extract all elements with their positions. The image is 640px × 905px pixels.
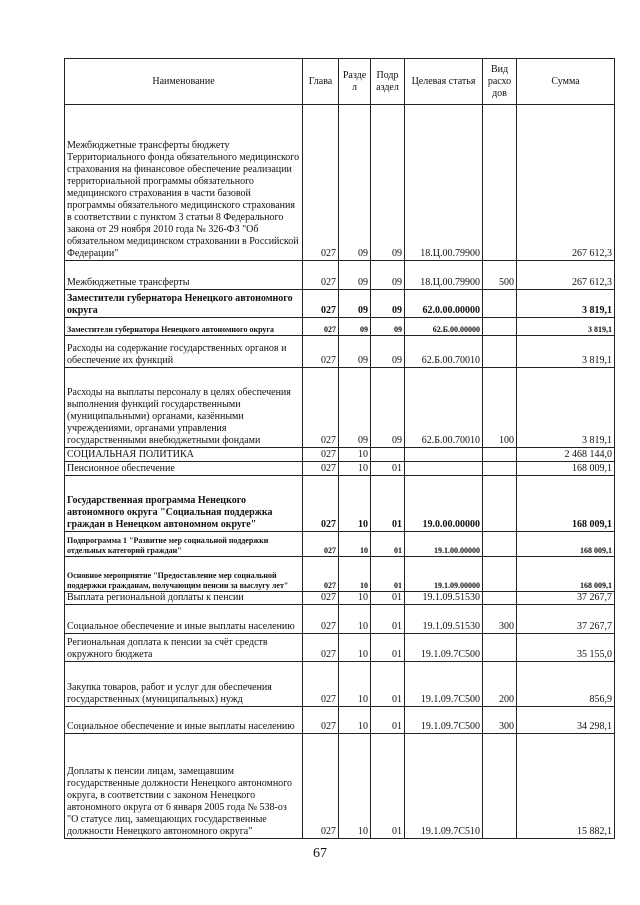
- row-sum: 35 155,0: [517, 634, 615, 662]
- row-chapter: 027: [303, 105, 339, 261]
- row-expense-type: [483, 336, 517, 368]
- row-subsection: [371, 448, 405, 462]
- row-name: Подпрограмма 1 "Развитие мер социальной поддержки отдельных категорий граждан": [65, 532, 303, 557]
- table-row: [65, 105, 615, 261]
- row-chapter: 027: [303, 290, 339, 318]
- row-section: 10: [339, 605, 371, 634]
- table-row: [65, 592, 615, 605]
- row-name: Доплаты к пенсии лицам, замещавшим государственные должности Ненецкого автономного округа, в соответствии с законом Ненецкого автономного округа от 6 января 2005 года № 538-оз "О статусе лиц, замещающих государственные должности Ненецкого автономного округа": [65, 734, 303, 839]
- row-name: Государственная программа Ненецкого автономного округа "Социальная поддержка граждан в Ненецком автономном округе": [65, 476, 303, 532]
- row-name: СОЦИАЛЬНАЯ ПОЛИТИКА: [65, 448, 303, 462]
- header-section: Разде л: [339, 59, 371, 105]
- row-expense-type: [483, 105, 517, 261]
- row-chapter: 027: [303, 634, 339, 662]
- table-row: [65, 261, 615, 290]
- row-subsection: 09: [371, 290, 405, 318]
- table-row: [65, 532, 615, 557]
- row-subsection: 09: [371, 261, 405, 290]
- table-row: [65, 476, 615, 532]
- row-expense-type: [483, 734, 517, 839]
- row-subsection: 01: [371, 592, 405, 605]
- row-target: 19.1.09.51530: [405, 592, 483, 605]
- row-name: Расходы на содержание государственных органов и обеспечение их функций: [65, 336, 303, 368]
- row-target: 19.1.09.7С500: [405, 707, 483, 734]
- header-chapter: Глава: [303, 59, 339, 105]
- row-name: Межбюджетные трансферты: [65, 261, 303, 290]
- budget-table: [64, 58, 615, 839]
- row-section: 09: [339, 261, 371, 290]
- row-sum: 168 009,1: [517, 557, 615, 592]
- row-sum: 3 819,1: [517, 368, 615, 448]
- row-subsection: 01: [371, 662, 405, 707]
- row-chapter: 027: [303, 734, 339, 839]
- row-expense-type: 300: [483, 605, 517, 634]
- row-section: 10: [339, 462, 371, 476]
- row-chapter: 027: [303, 476, 339, 532]
- row-name: Социальное обеспечение и иные выплаты населению: [65, 707, 303, 734]
- row-name: Региональная доплата к пенсии за счёт средств окружного бюджета: [65, 634, 303, 662]
- row-chapter: 027: [303, 368, 339, 448]
- row-target: 19.1.09.7С500: [405, 634, 483, 662]
- row-section: 10: [339, 557, 371, 592]
- row-sum: 2 468 144,0: [517, 448, 615, 462]
- row-name: Расходы на выплаты персоналу в целях обеспечения выполнения функций государственными (муниципальными) органами, казёнными учреждениями, органами управления государственными внебюджетными фондами: [65, 368, 303, 448]
- table-row: [65, 462, 615, 476]
- row-expense-type: [483, 448, 517, 462]
- row-target: 18.Ц.00.79900: [405, 261, 483, 290]
- row-section: 10: [339, 592, 371, 605]
- row-subsection: 01: [371, 707, 405, 734]
- row-subsection: 01: [371, 557, 405, 592]
- row-target: 62.0.00.00000: [405, 290, 483, 318]
- row-sum: 34 298,1: [517, 707, 615, 734]
- row-subsection: 09: [371, 368, 405, 448]
- row-chapter: 027: [303, 557, 339, 592]
- header-row: [65, 59, 615, 105]
- row-name: Межбюджетные трансферты бюджету Территориального фонда обязательного медицинского страхования на финансовое обеспечение реализации территориальной программы обязательного медицинского страхования в части базовой программы обязательного медицинского страхования в соответствии с пунктом 3 статьи 8 Федерального закона от 29 ноября 2010 года № 326-ФЗ "Об обязательном медицинском страховании в Российской Федерации": [65, 105, 303, 261]
- row-target: 62.Б.00.70010: [405, 336, 483, 368]
- row-chapter: 027: [303, 318, 339, 336]
- row-chapter: 027: [303, 662, 339, 707]
- table-row: [65, 734, 615, 839]
- row-target: 62.Б.00.70010: [405, 368, 483, 448]
- row-name: Заместители губернатора Ненецкого автономного округа: [65, 290, 303, 318]
- row-section: 10: [339, 662, 371, 707]
- table-row: [65, 368, 615, 448]
- row-subsection: 09: [371, 105, 405, 261]
- row-section: 10: [339, 476, 371, 532]
- table-row: [65, 634, 615, 662]
- row-chapter: 027: [303, 336, 339, 368]
- row-chapter: 027: [303, 605, 339, 634]
- row-expense-type: [483, 592, 517, 605]
- table-row: [65, 290, 615, 318]
- row-subsection: 09: [371, 318, 405, 336]
- row-target: 19.0.00.00000: [405, 476, 483, 532]
- row-sum: 3 819,1: [517, 336, 615, 368]
- row-subsection: 09: [371, 336, 405, 368]
- row-target: 19.1.09.00000: [405, 557, 483, 592]
- table-row: [65, 448, 615, 462]
- row-name: Заместители губернатора Ненецкого автономного округа: [65, 318, 303, 336]
- row-expense-type: [483, 318, 517, 336]
- row-section: 10: [339, 448, 371, 462]
- header-name: Наименование: [65, 59, 303, 105]
- row-name: Выплата региональной доплаты к пенсии: [65, 592, 303, 605]
- row-subsection: 01: [371, 734, 405, 839]
- row-target: 19.1.00.00000: [405, 532, 483, 557]
- row-target: [405, 448, 483, 462]
- row-subsection: 01: [371, 476, 405, 532]
- row-expense-type: 500: [483, 261, 517, 290]
- header-subsection: Подр аздел: [371, 59, 405, 105]
- row-target: 18.Ц.00.79900: [405, 105, 483, 261]
- row-expense-type: [483, 557, 517, 592]
- row-sum: 3 819,1: [517, 318, 615, 336]
- row-expense-type: [483, 532, 517, 557]
- row-subsection: 01: [371, 532, 405, 557]
- row-section: 09: [339, 318, 371, 336]
- row-section: 10: [339, 707, 371, 734]
- page-number: 67: [313, 846, 327, 861]
- header-sum: Сумма: [517, 59, 615, 105]
- row-chapter: 027: [303, 592, 339, 605]
- row-sum: 267 612,3: [517, 105, 615, 261]
- row-chapter: 027: [303, 448, 339, 462]
- row-section: 10: [339, 532, 371, 557]
- row-section: 09: [339, 290, 371, 318]
- row-target: [405, 462, 483, 476]
- row-name: Основное мероприятие "Предоставление мер социальной поддержки гражданам, получающим пенсии за выслугу лет": [65, 557, 303, 592]
- row-sum: 37 267,7: [517, 592, 615, 605]
- row-sum: 168 009,1: [517, 532, 615, 557]
- row-expense-type: [483, 462, 517, 476]
- table-row: [65, 662, 615, 707]
- row-subsection: 01: [371, 605, 405, 634]
- row-expense-type: [483, 290, 517, 318]
- row-name: Закупка товаров, работ и услуг для обеспечения государственных (муниципальных) нужд: [65, 662, 303, 707]
- row-section: 09: [339, 105, 371, 261]
- row-expense-type: 300: [483, 707, 517, 734]
- header-target: Целевая статья: [405, 59, 483, 105]
- row-sum: 168 009,1: [517, 462, 615, 476]
- row-expense-type: [483, 476, 517, 532]
- row-sum: 3 819,1: [517, 290, 615, 318]
- row-chapter: 027: [303, 462, 339, 476]
- row-section: 09: [339, 336, 371, 368]
- row-chapter: 027: [303, 261, 339, 290]
- row-section: 09: [339, 368, 371, 448]
- header-expense-type: Вид расхо дов: [483, 59, 517, 105]
- row-section: 10: [339, 634, 371, 662]
- row-chapter: 027: [303, 707, 339, 734]
- row-chapter: 027: [303, 532, 339, 557]
- table-row: [65, 336, 615, 368]
- row-expense-type: 100: [483, 368, 517, 448]
- row-target: 62.Б.00.00000: [405, 318, 483, 336]
- row-sum: 15 882,1: [517, 734, 615, 839]
- row-target: 19.1.09.51530: [405, 605, 483, 634]
- row-target: 19.1.09.7С510: [405, 734, 483, 839]
- table-row: [65, 707, 615, 734]
- row-sum: 856,9: [517, 662, 615, 707]
- row-name: Пенсионное обеспечение: [65, 462, 303, 476]
- row-target: 19.1.09.7С500: [405, 662, 483, 707]
- row-expense-type: [483, 634, 517, 662]
- row-subsection: 01: [371, 462, 405, 476]
- table-row: [65, 557, 615, 592]
- row-section: 10: [339, 734, 371, 839]
- row-expense-type: 200: [483, 662, 517, 707]
- row-sum: 37 267,7: [517, 605, 615, 634]
- table-row: [65, 318, 615, 336]
- row-sum: 267 612,3: [517, 261, 615, 290]
- table-row: [65, 605, 615, 634]
- row-name: Социальное обеспечение и иные выплаты населению: [65, 605, 303, 634]
- row-subsection: 01: [371, 634, 405, 662]
- row-sum: 168 009,1: [517, 476, 615, 532]
